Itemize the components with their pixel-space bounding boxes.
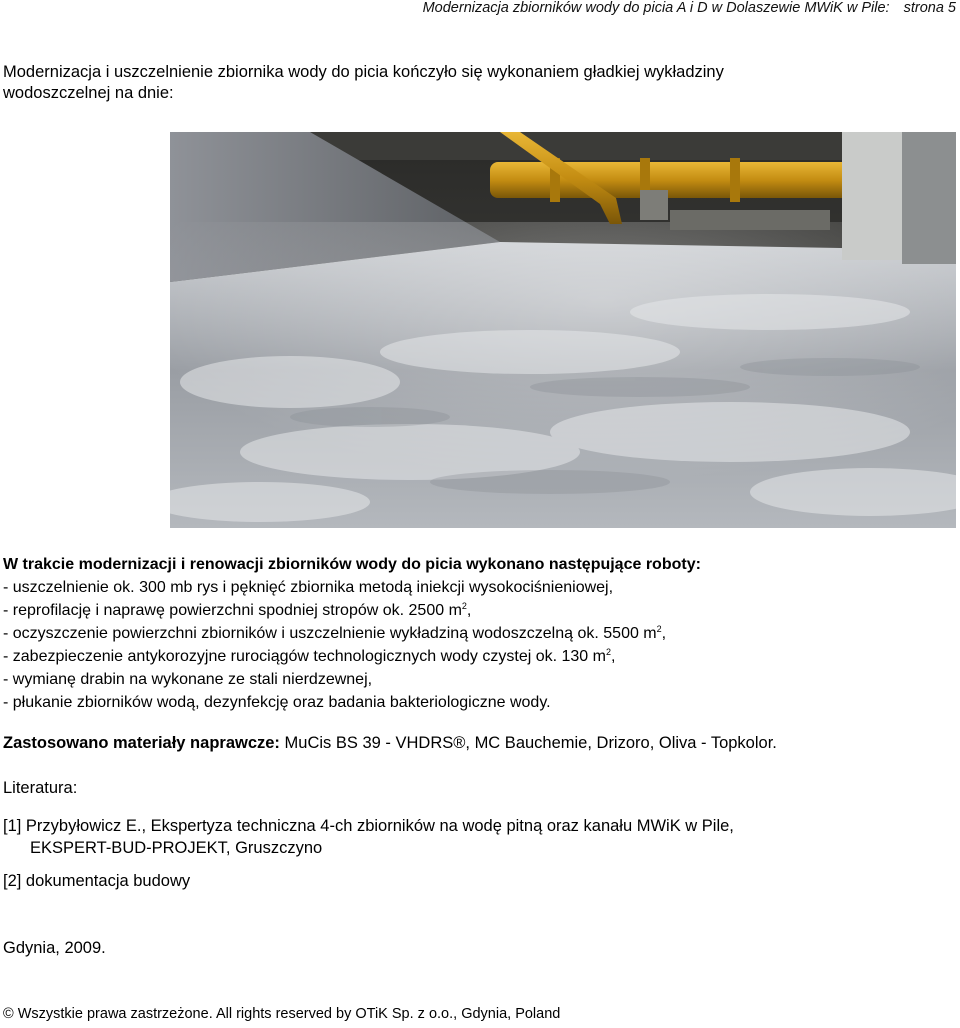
superscript: 2 <box>605 647 611 657</box>
tank-floor-photo-graphic <box>170 132 956 528</box>
item-text: - reprofilację i naprawę powierzchni spodniej stropów ok. 2500 m <box>3 602 462 619</box>
copyright-footer: © Wszystkie prawa zastrzeżone. All rights reserved by OTiK Sp. z o.o., Gdynia, Poland <box>3 1006 561 1022</box>
page-number: strona 5 <box>903 0 956 16</box>
superscript: 2 <box>461 601 467 611</box>
list-item: - uszczelnienie ok. 300 mb rys i pęknięć zbiornika metodą iniekcji wysokociśnieniowej, <box>3 579 614 596</box>
works-list <box>3 553 953 714</box>
item-text-end: , <box>466 602 472 619</box>
place-date: Gdynia, 2009. <box>3 939 106 957</box>
materials-line <box>3 734 777 753</box>
page-header <box>423 0 956 16</box>
list-item <box>3 599 953 622</box>
superscript: 2 <box>656 624 662 634</box>
works-heading: W trakcie modernizacji i renowacji zbiorników wody do picia wykonano następujące roboty: <box>3 556 701 573</box>
reference-item: [2] dokumentacja budowy <box>3 872 191 890</box>
list-item: - wymianę drabin na wykonane ze stali nierdzewnej, <box>3 671 373 688</box>
item-text: - oczyszczenie powierzchni zbiorników i uszczelnienie wykładziną wodoszczelną ok. 5500 m <box>3 625 657 642</box>
reference-text-continued: EKSPERT-BUD-PROJEKT, Gruszczyno <box>30 839 323 857</box>
literature-heading: Literatura: <box>3 779 78 797</box>
intro-line: wodoszczelnej na dnie: <box>3 84 174 102</box>
list-item <box>3 622 953 645</box>
materials-label: Zastosowano materiały naprawcze: <box>3 734 280 752</box>
reference-item <box>3 815 734 859</box>
list-item: - płukanie zbiorników wodą, dezynfekcję oraz badania bakteriologiczne wody. <box>3 694 551 711</box>
intro-line: Modernizacja i uszczelnienie zbiornika wody do picia kończyło się wykonaniem gładkiej wykładziny <box>3 63 724 81</box>
item-text: - zabezpieczenie antykorozyjne rurociągów technologicznych wody czystej ok. 130 m <box>3 648 606 665</box>
header-title: Modernizacja zbiorników wody do picia A i D w Dolaszewie MWiK w Pile: <box>422 0 890 16</box>
intro-paragraph <box>3 62 903 104</box>
list-item <box>3 645 953 668</box>
item-text-end: , <box>661 625 667 642</box>
tank-floor-photo <box>170 132 956 528</box>
materials-value: MuCis BS 39 - VHDRS®, MC Bauchemie, Drizoro, Oliva - Topkolor. <box>284 734 777 752</box>
reference-text: [1] Przybyłowicz E., Ekspertyza techniczna 4-ch zbiorników na wodę pitną oraz kanału MWiK w Pile, <box>3 817 734 835</box>
item-text-end: , <box>610 648 616 665</box>
